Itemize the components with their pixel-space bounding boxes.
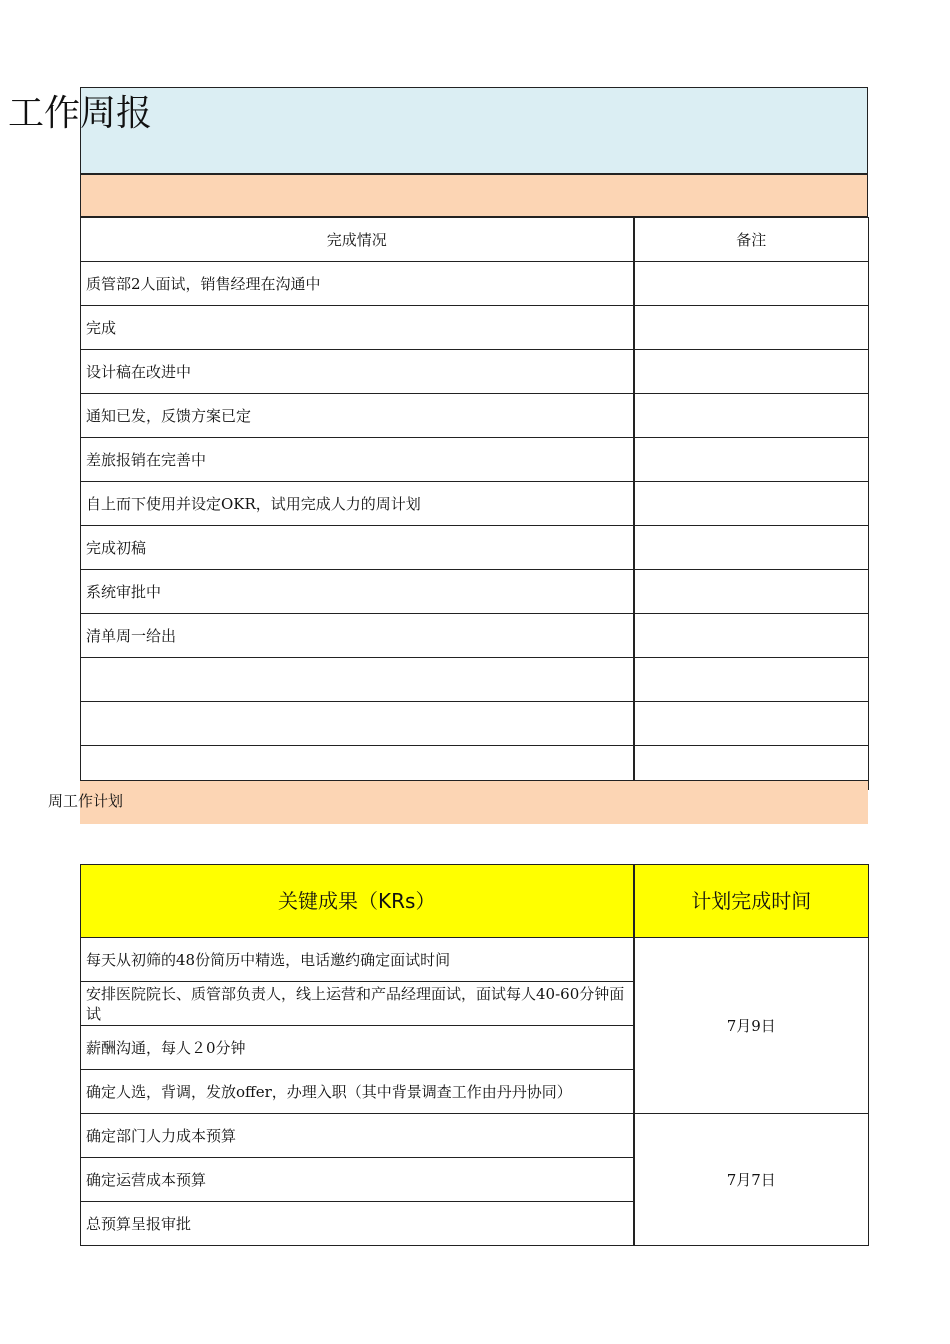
status-cell[interactable]: 系统审批中 (81, 570, 634, 614)
time-cell[interactable]: 7月7日 (634, 1114, 869, 1246)
note-cell[interactable] (634, 658, 869, 702)
kr-cell[interactable]: 确定部门人力成本预算 (81, 1114, 634, 1158)
header-planned-time: 计划完成时间 (634, 865, 869, 938)
plan-section-label: 周工作计划 (48, 792, 124, 810)
table-row (81, 938, 869, 982)
note-cell[interactable] (634, 526, 869, 570)
status-cell[interactable]: 差旅报销在完善中 (81, 438, 634, 482)
title-band (80, 87, 868, 174)
table-row (81, 306, 869, 350)
plan-header-row (81, 865, 869, 938)
time-cell[interactable]: 7月9日 (634, 938, 869, 1114)
table-row (81, 350, 869, 394)
status-cell[interactable] (81, 702, 634, 746)
header-note: 备注 (634, 218, 869, 262)
note-cell[interactable] (634, 614, 869, 658)
table-row (81, 482, 869, 526)
table-row (81, 1114, 869, 1158)
table-row (81, 262, 869, 306)
kr-cell[interactable]: 确定运营成本预算 (81, 1158, 634, 1202)
kr-cell[interactable]: 安排医院院长、质管部负责人，线上运营和产品经理面试，面试每人40-60分钟面试 (81, 982, 634, 1026)
table-row (81, 702, 869, 746)
section-band (80, 173, 868, 217)
note-cell[interactable] (634, 350, 869, 394)
note-cell[interactable] (634, 306, 869, 350)
note-cell[interactable] (634, 394, 869, 438)
table-row (81, 658, 869, 702)
table-row (81, 614, 869, 658)
status-cell[interactable]: 清单周一给出 (81, 614, 634, 658)
table-row (81, 570, 869, 614)
table-row (81, 526, 869, 570)
note-cell[interactable] (634, 702, 869, 746)
status-cell[interactable] (81, 658, 634, 702)
note-cell[interactable] (634, 570, 869, 614)
kr-cell[interactable]: 每天从初筛的48份简历中精选，电话邀约确定面试时间 (81, 938, 634, 982)
plan-table (80, 864, 869, 1246)
table-row (81, 394, 869, 438)
status-cell[interactable]: 自上而下使用并设定OKR，试用完成人力的周计划 (81, 482, 634, 526)
kr-cell[interactable]: 薪酬沟通，每人２0分钟 (81, 1026, 634, 1070)
summary-table (80, 217, 869, 790)
note-cell[interactable] (634, 482, 869, 526)
status-cell[interactable]: 质管部2人面试，销售经理在沟通中 (81, 262, 634, 306)
header-key-results: 关键成果（KRs） (81, 865, 634, 938)
status-cell[interactable]: 完成 (81, 306, 634, 350)
page-title: 工作周报 (8, 93, 153, 134)
status-cell[interactable]: 设计稿在改进中 (81, 350, 634, 394)
plan-section-band (80, 780, 868, 824)
header-status: 完成情况 (81, 218, 634, 262)
status-cell[interactable]: 通知已发，反馈方案已定 (81, 394, 634, 438)
table-row (81, 438, 869, 482)
summary-header-row (81, 218, 869, 262)
kr-cell[interactable]: 总预算呈报审批 (81, 1202, 634, 1246)
status-cell[interactable]: 完成初稿 (81, 526, 634, 570)
note-cell[interactable] (634, 262, 869, 306)
note-cell[interactable] (634, 438, 869, 482)
kr-cell[interactable]: 确定人选，背调，发放offer，办理入职（其中背景调查工作由丹丹协同） (81, 1070, 634, 1114)
